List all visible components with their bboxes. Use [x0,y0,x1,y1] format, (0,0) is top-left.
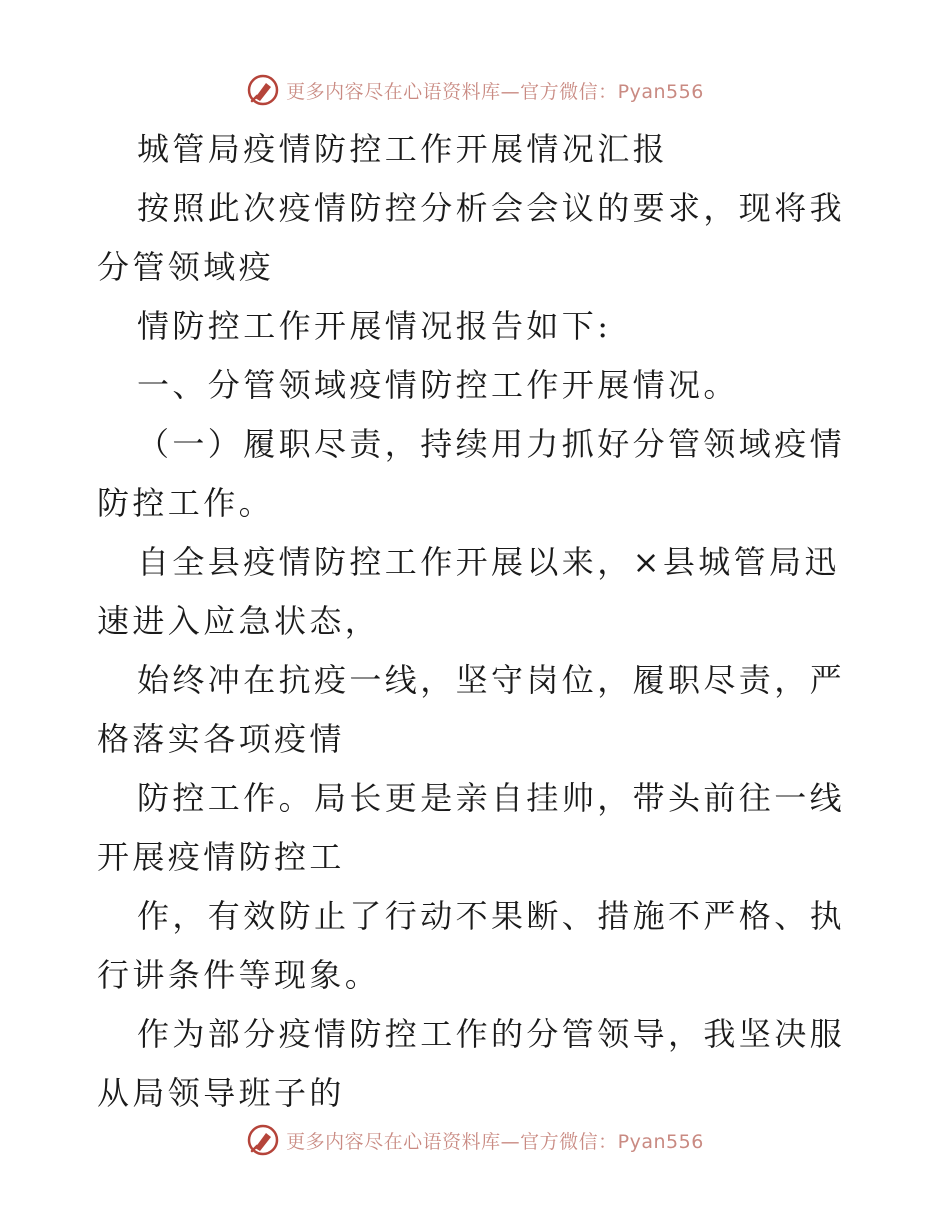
paragraph: 自全县疫情防控工作开展以来，×县城管局迅速进入应急状态， [97,543,840,640]
pen-nib-logo-icon [246,73,280,107]
watermark-text: 更多内容尽在心语资料库—官方微信：Pyan556 [286,1130,704,1153]
paragraph: 始终冲在抗疫一线，坚守岗位，履职尽责，严格落实各项疫情 [97,661,846,758]
section-heading: 一、分管领域疫情防控工作开展情况。 [137,366,739,404]
paragraph: 作，有效防止了行动不果断、措施不严格、执行讲条件等现象。 [97,897,846,994]
paragraph: 情防控工作开展情况报告如下: [137,307,612,345]
paragraph: 防控工作。局长更是亲自挂帅，带头前往一线开展疫情防控工 [97,779,846,876]
pen-nib-logo-icon [246,1123,280,1157]
document-body [97,120,857,1123]
document-title: 城管局疫情防控工作开展情况汇报 [137,130,669,168]
paragraph: 作为部分疫情防控工作的分管领导，我坚决服从局领导班子的 [97,1015,846,1112]
header-watermark [0,70,950,110]
footer-watermark [0,1120,950,1160]
subsection-heading: （一）履职尽责，持续用力抓好分管领域疫情防控工作。 [97,425,846,522]
watermark-text: 更多内容尽在心语资料库—官方微信：Pyan556 [286,80,704,103]
paragraph: 按照此次疫情防控分析会会议的要求，现将我分管领域疫 [97,189,846,286]
